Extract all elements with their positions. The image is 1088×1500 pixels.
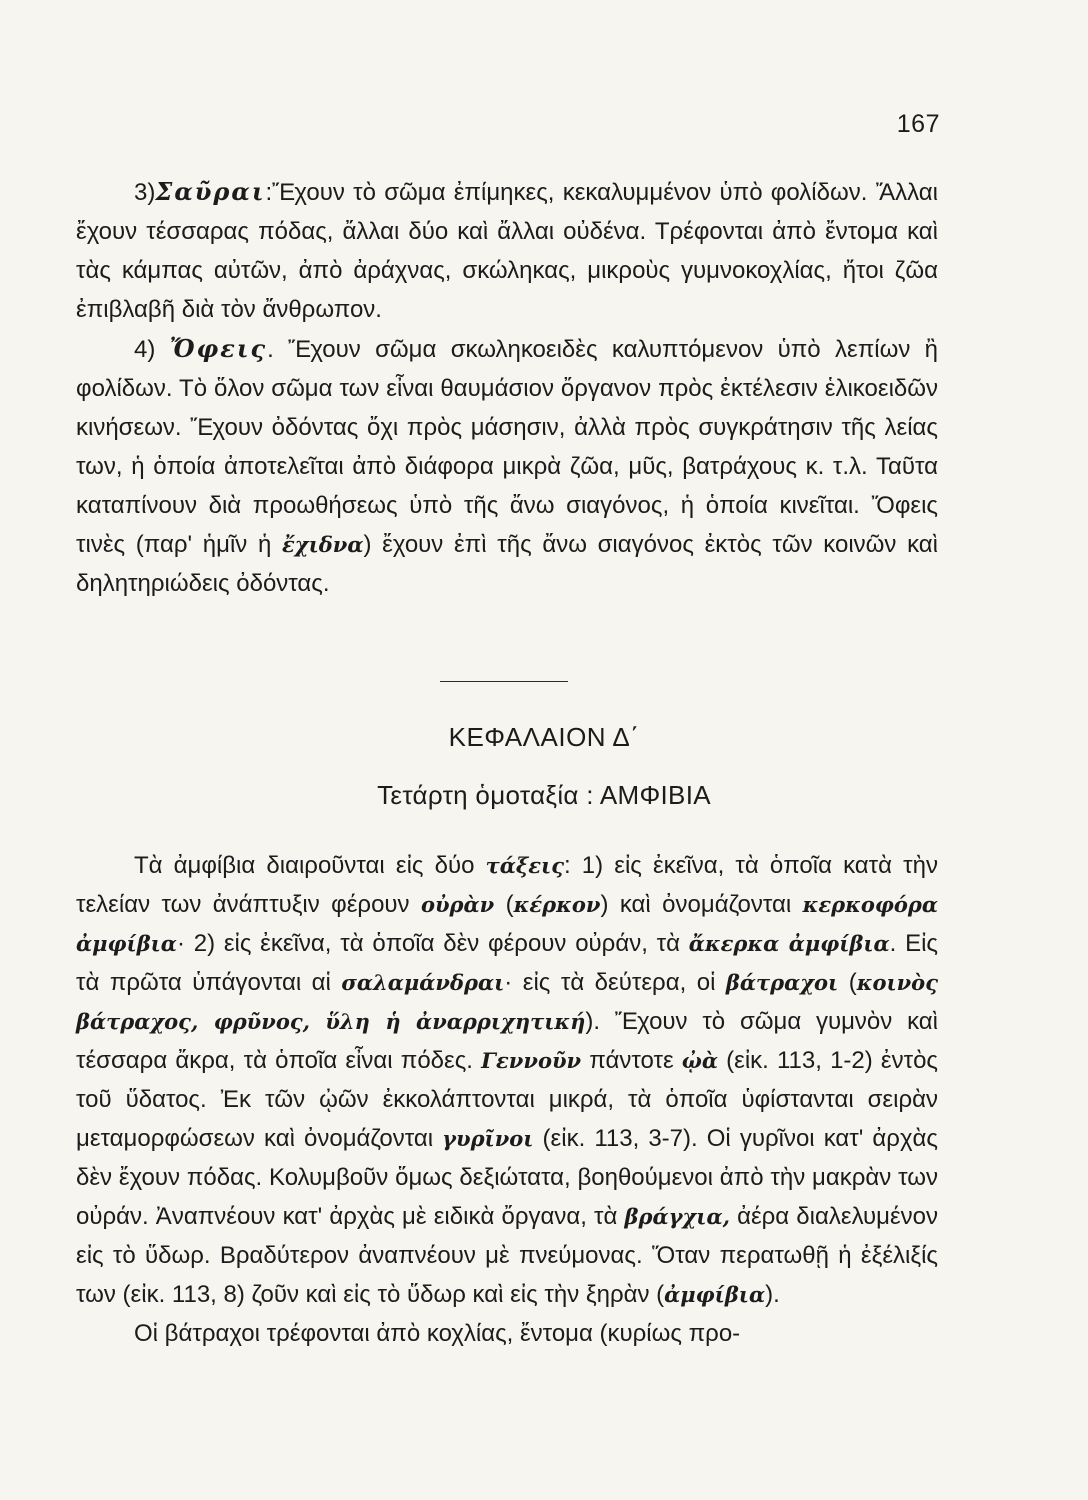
term-viper: ἔχιδνα xyxy=(282,532,364,557)
term-amphibia: ἀμφίβια xyxy=(664,1282,766,1307)
paragraph-amphibians xyxy=(76,846,938,1314)
chapter-subtitle: Τετάρτη ὁμοταξία : ΑΜΦΙΒΙΑ xyxy=(377,780,711,810)
section-reptiles-text xyxy=(76,172,938,603)
text-run: ). xyxy=(765,1281,780,1308)
term-lay: Γεννοῦν xyxy=(481,1048,582,1073)
term-salamanders: σαλαμάνδραι xyxy=(341,970,505,995)
text-run: ( xyxy=(838,969,857,996)
paragraph-lizards xyxy=(76,172,938,329)
section-divider xyxy=(440,681,568,682)
paragraph-text-after: ) ἔχουν ἐπὶ τῆς ἄνω σιαγόνος ἐκτὸς τῶν κοινῶν καὶ δηλητηριώδεις ὀδόντας. xyxy=(76,531,938,597)
term-gills: βράγχια, xyxy=(624,1204,730,1229)
text-run: : 1) εἰς ἐκεῖνα, τὰ ὁποῖα κατὰ τὴν τελείαν των ἀνάπτυξιν φέρουν xyxy=(76,852,938,918)
text-run: πάντοτε xyxy=(581,1047,682,1074)
term-frogs: βάτραχοι xyxy=(725,970,839,995)
section-amphibians-text xyxy=(76,846,938,1353)
paragraph-frog-diet: Οἱ βάτραχοι τρέφονται ἀπὸ κοχλίας, ἔντομα (κυρίως προ- xyxy=(134,1320,741,1347)
paragraph-text: Ἔχουν σῶμα σκωληκοειδὲς καλυπτόμενον ὑπὸ λεπίων ἢ φολίδων. Τὸ ὅλον σῶμα των εἶναι θαυμάσιον ὄργανον πρὸς ἐκτέλεσιν ἑλικοειδῶν κινήσεων. Ἔχουν ὀδόντας ὄχι πρὸς μάσησιν, ἀλλὰ πρὸς συγκράτησιν τῆς λείας των, ἡ ὁποία ἀποτελεῖται ἀπὸ διάφορα μικρὰ ζῶα, μῦς, βατράχους κ. τ.λ. Ταῦτα καταπίνουν διὰ προωθήσεως ὑπὸ τῆς ἄνω σιαγόνος, ἡ ὁποία κινεῖται. Ὄφεις τινὲς (παρ' ἡμῖν ἡ xyxy=(76,336,938,558)
text-run: · 2) εἰς ἐκεῖνα, τὰ ὁποῖα δὲν φέρουν οὐράν, τὰ xyxy=(176,930,689,957)
item-number: 3) xyxy=(134,179,156,206)
text-run: ἀέρα διαλελυμένον εἰς τὸ ὕδωρ. Βραδύτερον ἀναπνέουν μὲ πνεύμονας. Ὅταν περατωθῇ ἡ ἐξέλιξίς των (εἰκ. 113, 8) ζοῦν καὶ εἰς τὸ ὕδωρ καὶ εἰς τὴν ξηρὰν ( xyxy=(76,1203,938,1308)
term-tadpoles: γυρῖνοι xyxy=(442,1126,534,1151)
term-tail: οὐρὰν xyxy=(420,892,495,917)
lead-term-snakes: Ὄφεις xyxy=(169,334,268,363)
page-number: 167 xyxy=(896,110,940,138)
term-kerkon: κέρκον xyxy=(513,892,601,917)
lead-term-lizards: Σαῦραι xyxy=(155,177,266,206)
separator: . xyxy=(267,336,274,363)
text-run: ( xyxy=(494,891,514,918)
paragraph-text: Ἔχουν τὸ σῶμα ἐπίμηκες, κεκαλυμμένον ὑπὸ φολίδων. Ἄλλαι ἔχουν τέσσαρας πόδας, ἄλλαι δύο καὶ ἄλλαι οὐδένα. Τρέφονται ἀπὸ ἔντομα καὶ τὰς κάμπας αὐτῶν, ἀπὸ ἀράχνας, σκώληκας, μικροὺς γυμνοκοχλίας, ἤτοι ζῶα ἐπιβλαβῆ διὰ τὸν ἄνθρωπον. xyxy=(76,179,938,323)
text-run: (εἰκ. 113, 3-7). Οἱ γυρῖνοι κατ' ἀρχὰς δὲν ἔχουν πόδας. Κολυμβοῦν ὅμως δεξιώτατα, βοηθούμενοι ἀπὸ τὴν μακρὰν των οὐράν. Ἀναπνέουν κατ' ἀρχὰς μὲ ειδικὰ ὄργανα, τὰ xyxy=(76,1125,938,1230)
text-run: (εἰκ. 113, 1-2) ἐντὸς τοῦ ὕδατος. Ἐκ τῶν ᾠῶν ἐκκολάπτονται μικρά, τὰ ὁποῖα ὑφίστανται σειρὰν μεταμορφώσεων καὶ ὀνομάζονται xyxy=(76,1047,938,1152)
term-tailless-amphibians: ἄκερκα ἀμφίβια xyxy=(688,931,890,956)
term-frog-species: κοινὸς βάτραχος, φρῦνος, ὕλη ἡ ἀναρριχητική xyxy=(76,970,938,1034)
text-run: ). Ἔχουν τὸ σῶμα γυμνὸν καὶ τέσσαρα ἄκρα, τὰ ὁποῖα εἶναι πόδες. xyxy=(76,1008,938,1074)
term-eggs: ᾠὰ xyxy=(681,1048,718,1073)
term-orders: τάξεις xyxy=(485,853,565,878)
separator: : xyxy=(265,179,273,206)
term-tailed-amphibians: κερκοφόρα ἀμφίβια xyxy=(76,892,939,956)
chapter-title: ΚΕΦΑΛΑΙΟΝ Δ΄ xyxy=(448,722,640,752)
text-run: . Εἰς τὰ πρῶτα ὑπάγονται αἱ xyxy=(76,930,938,996)
item-number: 4) xyxy=(134,336,156,363)
paragraph-snakes xyxy=(76,329,938,603)
text-run: ) καὶ ὀνομάζονται xyxy=(600,891,803,918)
text-run: Τὰ ἀμφίβια διαιροῦνται εἰς δύο xyxy=(134,852,486,879)
text-run: · εἰς τὰ δεύτερα, οἱ xyxy=(504,969,726,996)
